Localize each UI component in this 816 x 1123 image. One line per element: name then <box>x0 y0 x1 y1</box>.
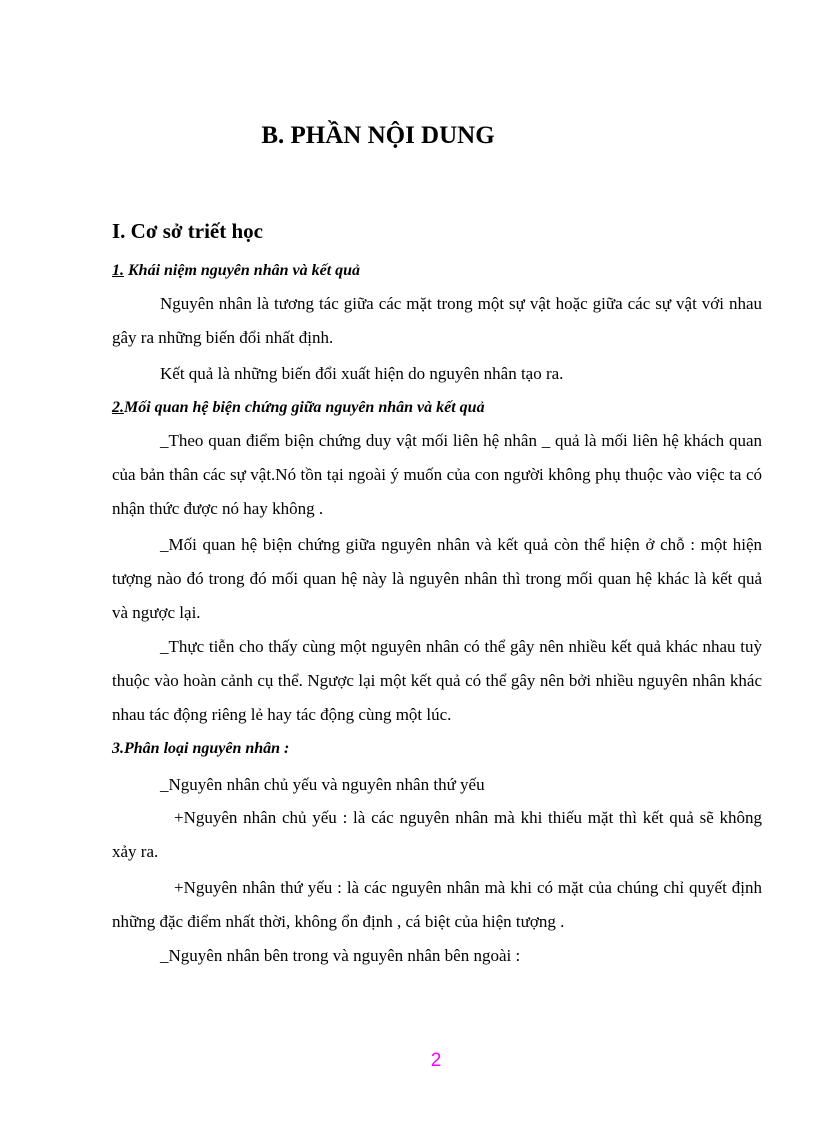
paragraph-dialectical-view: _Theo quan điểm biện chứng duy vật mối liên hệ nhân _ quả là mối liên hệ khách quan của bản thân các sự vật.Nó tồn tại ngoài ý muốn của con người không phụ thuộc vào việc ta có nhận thức được nó hay không . <box>112 431 762 518</box>
subsection-heading-3 <box>112 740 289 758</box>
subsection-title-1: Khái niệm nguyên nhân và kết quả <box>124 262 361 279</box>
subsection-number-3: 3. <box>112 740 124 757</box>
subsection-number-2: 2. <box>112 399 124 416</box>
paragraph-practice: _Thực tiễn cho thấy cùng một nguyên nhân có thể gây nên nhiều kết quả khác nhau tuỳ thuộc vào hoàn cảnh cụ thể. Ngược lại một kết quả có thể gây nên bởi nhiều nguyên nhân khác nhau tác động riêng lẻ hay tác động cùng một lúc. <box>112 637 762 724</box>
paragraph-internal-external-causes: _Nguyên nhân bên trong và nguyên nhân bên ngoài : <box>160 946 521 965</box>
subsection-heading-1 <box>112 262 360 280</box>
subsection-number-1: 1. <box>112 262 124 279</box>
paragraph-main-cause: +Nguyên nhân chủ yếu : là các nguyên nhân mà khi thiếu mặt thì kết quả sẽ không xảy ra. <box>112 808 762 861</box>
paragraph-secondary-cause: +Nguyên nhân thứ yếu : là các nguyên nhân mà khi có mặt của chúng chỉ quyết định những đặc điểm nhất thời, không ổn định , cá biệt của hiện tượng . <box>112 878 762 931</box>
subsection-heading-2 <box>112 399 485 417</box>
paragraph-main-secondary-causes: _Nguyên nhân chủ yếu và nguyên nhân thứ yếu <box>160 775 485 794</box>
paragraph-relationship: _Mối quan hệ biện chứng giữa nguyên nhân và kết quả còn thể hiện ở chỗ : một hiện tượng nào đó trong đó mối quan hệ này là nguyên nhân thì trong mối quan hệ khác là kết quả và ngược lại. <box>112 535 762 622</box>
paragraph-effect-definition: Kết quả là những biến đổi xuất hiện do nguyên nhân tạo ra. <box>160 364 564 383</box>
subsection-title-2: Mối quan hệ biện chứng giữa nguyên nhân và kết quả <box>124 399 485 416</box>
section-heading-philosophy: I. Cơ sở triết học <box>112 219 263 243</box>
paragraph-cause-definition: Nguyên nhân là tương tác giữa các mặt trong một sự vật hoặc giữa các sự vật với nhau gây ra những biến đổi nhất định. <box>112 294 762 347</box>
subsection-title-3: Phân loại nguyên nhân : <box>124 740 290 757</box>
document-title: B. PHẦN NỘI DUNG <box>261 122 495 149</box>
page-number: 2 <box>430 1050 442 1071</box>
